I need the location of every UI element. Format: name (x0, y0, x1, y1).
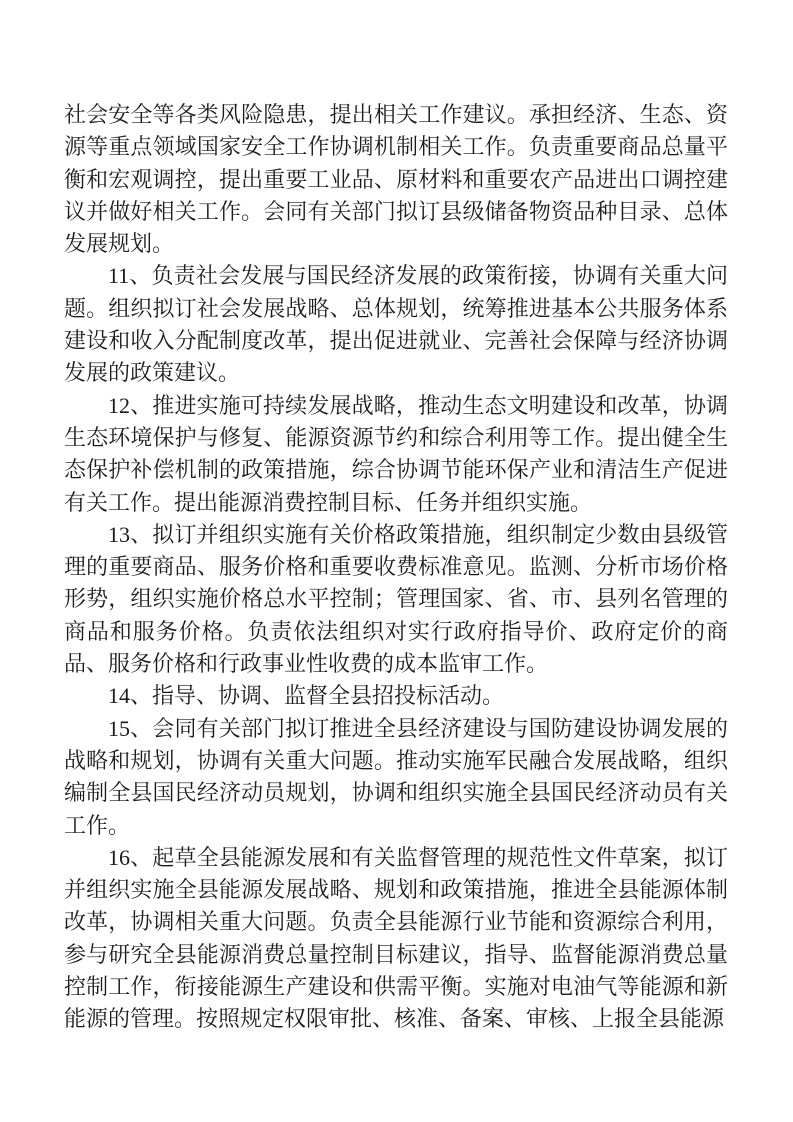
document-paragraph: 15、会同有关部门拟订推进全县经济建设与国防建设协调发展的战略和规划，协调有关重大问题。推动实施军民融合发展战略，组织编制全县国民经济动员规划，协调和组织实施全县国民经济动员有关工作。 (64, 715, 728, 838)
document-body-text (64, 99, 728, 1036)
document-paragraph: 社会安全等各类风险隐患，提出相关工作建议。承担经济、生态、资源等重点领域国家安全工作协调机制相关工作。负责重要商品总量平衡和宏观调控，提出重要工业品、原材料和重要农产品进出口调控建议并做好相关工作。会同有关部门拟订县级储备物资品种目录、总体发展规划。 (64, 102, 728, 257)
document-paragraph: 13、拟订并组织实施有关价格政策措施，组织制定少数由县级管理的重要商品、服务价格和重要收费标准意见。监测、分析市场价格形势，组织实施价格总水平控制；管理国家、省、市、县列名管理的商品和服务价格。负责依法组织对实行政府指导价、政府定价的商品、服务价格和行政事业性收费的成本监审工作。 (64, 521, 728, 677)
document-paragraph: 12、推进实施可持续发展战略，推动生态文明建设和改革，协调生态环境保护与修复、能源资源节约和综合利用等工作。提出健全生态保护补偿机制的政策措施，综合协调节能环保产业和清洁生产促进有关工作。提出能源消费控制目标、任务并组织实施。 (64, 392, 728, 515)
document-paragraph: 16、起草全县能源发展和有关监督管理的规范性文件草案，拟订并组织实施全县能源发展战略、规划和政策措施，推进全县能源体制改革，协调相关重大问题。负责全县能源行业节能和资源综合利用，参与研究全县能源消费总量控制目标建议，指导、监督能源消费总量控制工作，衔接能源生产建设和供需平衡。实施对电油气等能源和新能源的管理。按照规定权限审批、核准、备案、审核、上报全县能源 (64, 844, 728, 1032)
document-paragraph: 14、指导、协调、监督全县招投标活动。 (108, 683, 505, 709)
document-paragraph: 11、负责社会发展与国民经济发展的政策衔接，协调有关重大问题。组织拟订社会发展战略、总体规划，统筹推进基本公共服务体系建设和收入分配制度改革，提出促进就业、完善社会保障与经济协调发展的政策建议。 (64, 263, 728, 386)
